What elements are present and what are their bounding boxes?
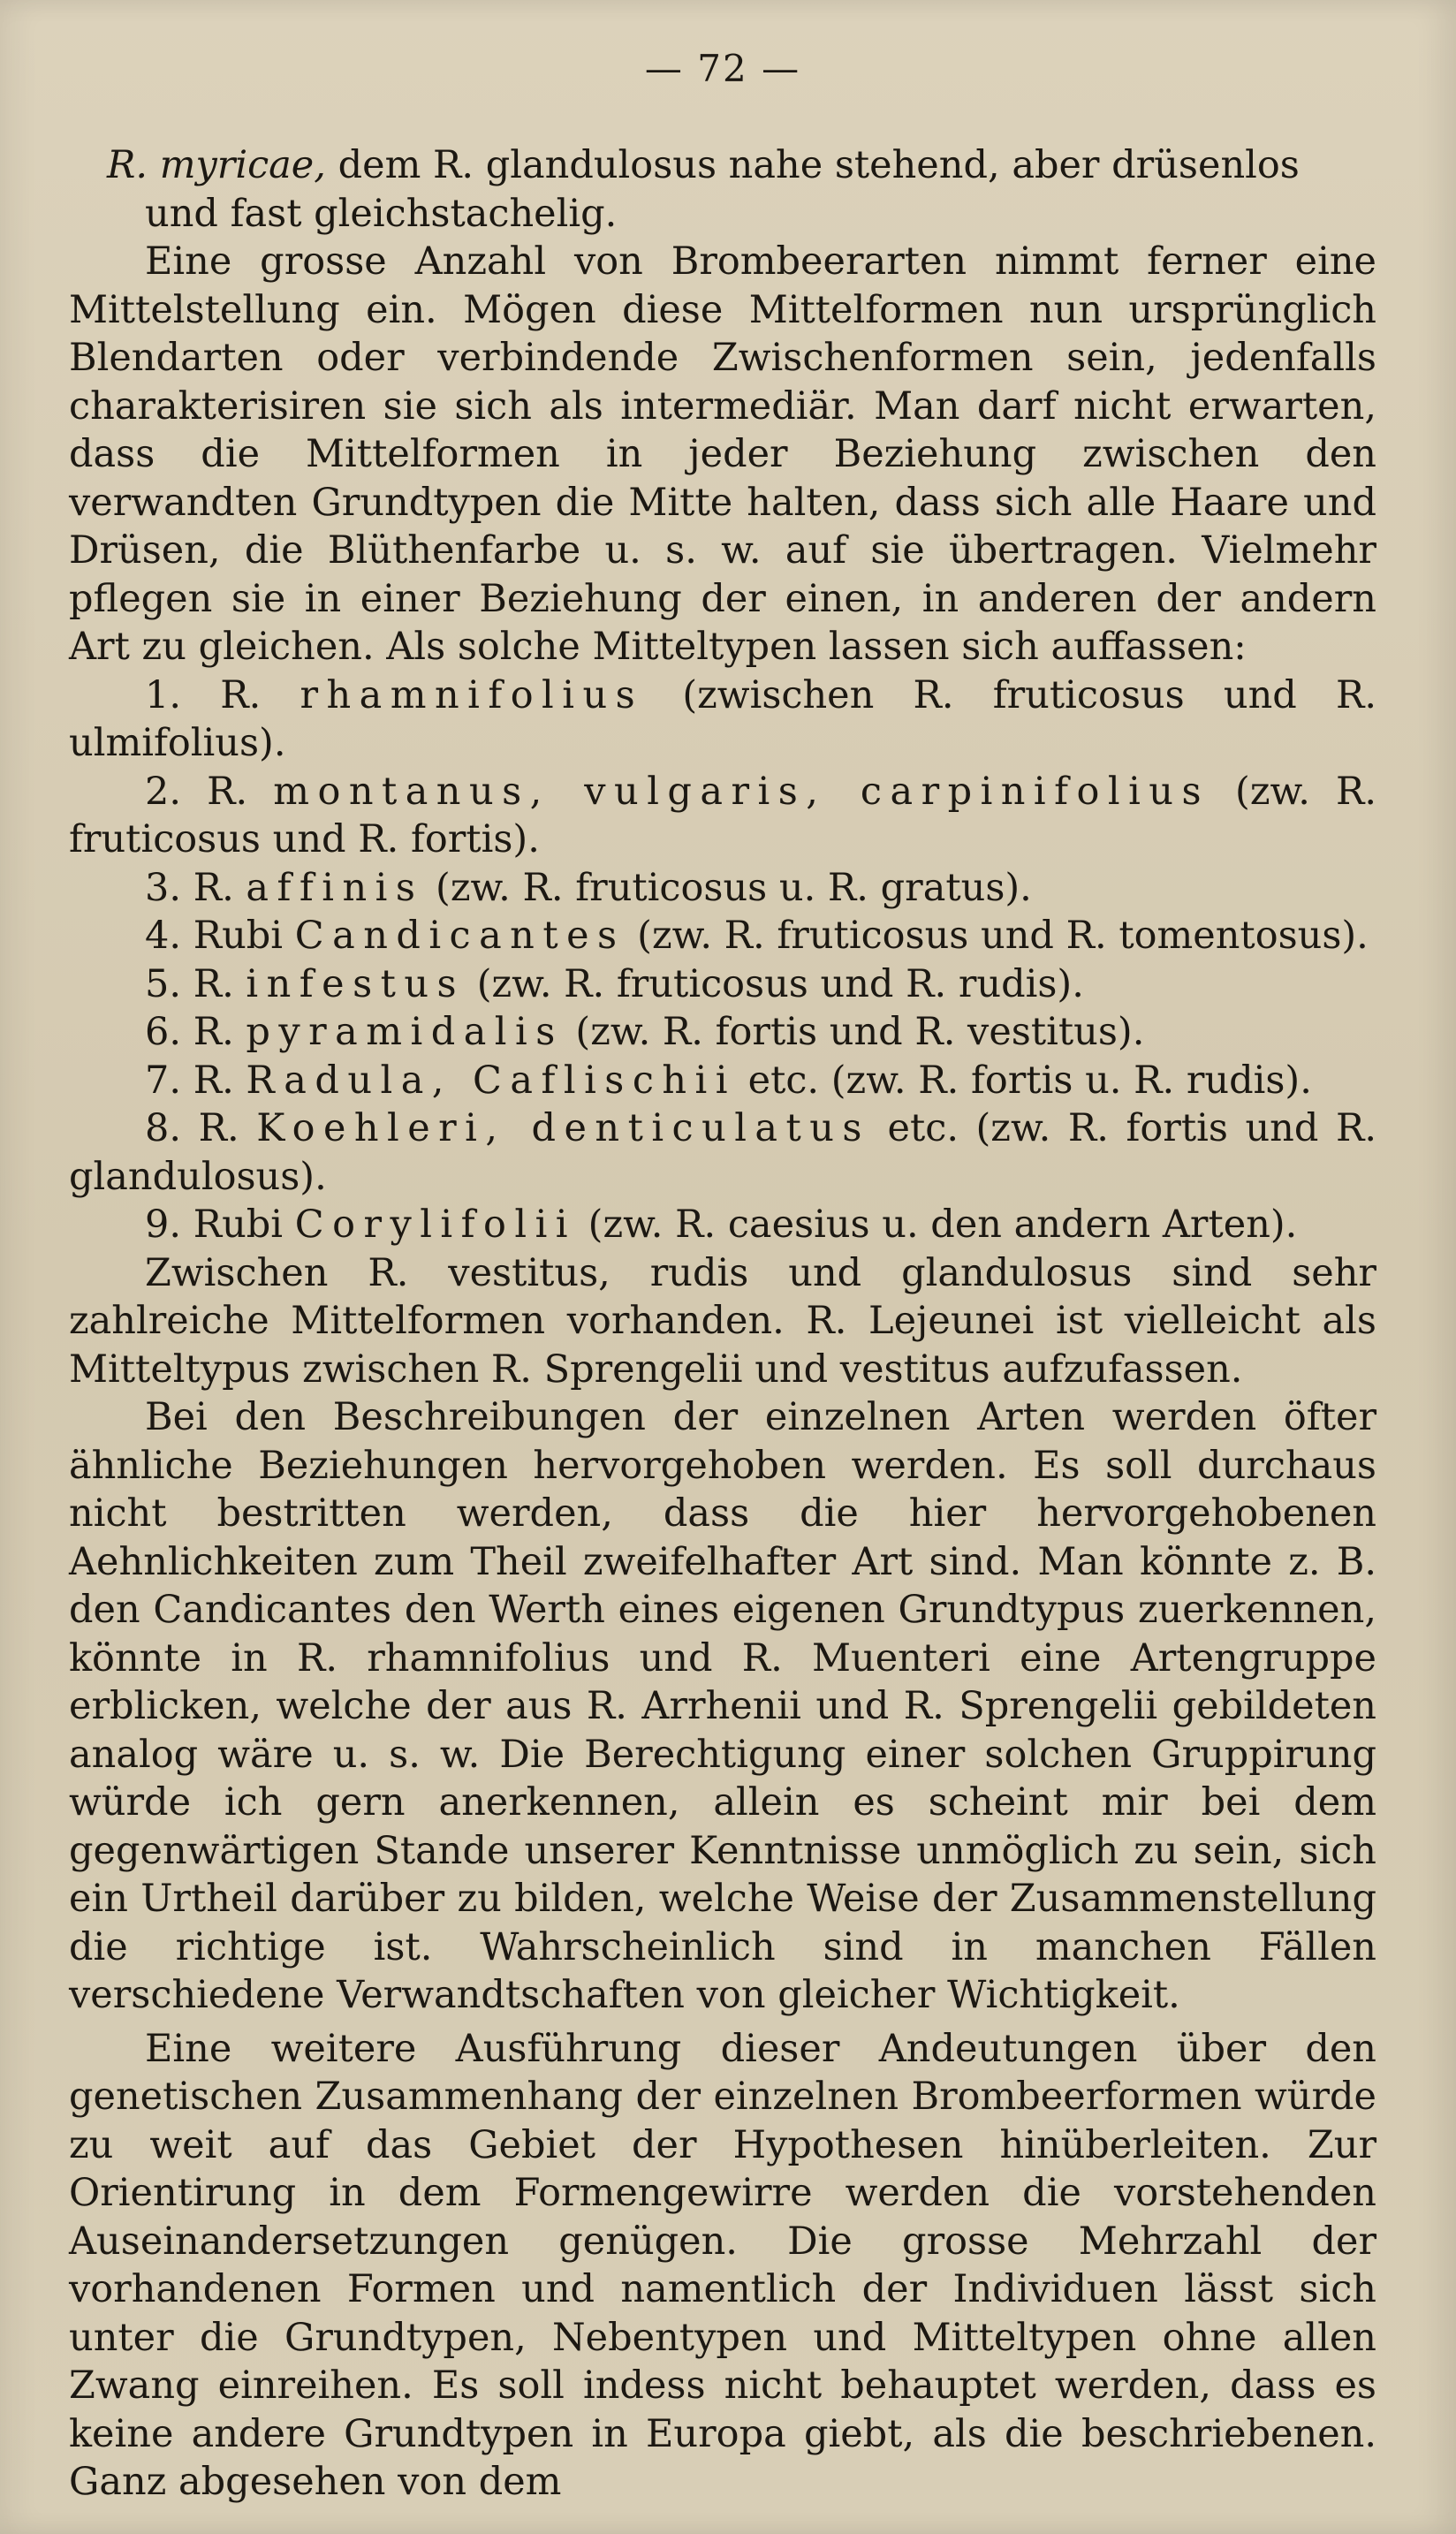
paragraph-4: Eine weitere Ausführung dieser Andeutungen über den genetischen Zusammenhang der einzelnen Brombeerformen würde zu weit auf das Gebiet der Hypothesen hinüberleiten. Zur Orientirung in dem Formengewirre werden die vorstehenden Auseinandersetzungen genügen. Die grosse Mehrzahl der vorhandenen Formen und namentlich der Individuen lässt sich unter die Grundtypen, Nebentypen und Mitteltypen ohne allen Zwang einreihen. Es soll indess nicht behauptet werden, dass es keine andere Grundtypen in Europa giebt, als die beschriebenen. Ganz abgesehen von dem (69, 2026, 1376, 2504)
list-item-prefix: Rubi (193, 914, 295, 958)
list-item (69, 864, 1376, 913)
list-item-number: 2. (145, 769, 182, 814)
list-item-text: (zw. R. fruticosus u. R. gratus). (423, 865, 1032, 910)
list-item (69, 960, 1376, 1009)
list-item-prefix: R. (193, 1058, 246, 1103)
list-item-name: montanus, vulgaris, carpinifolius (273, 769, 1210, 814)
paragraph-3: Bei den Beschreibungen der einzelnen Arten werden öfter ähnliche Beziehungen hervorgehoben werden. Es soll durchaus nicht bestritten werden, dass die hier hervorgehobenen Aehnlichkeiten zum Theil zweifelhafter Art sind. Man könnte z. B. den Candicantes den Werth eines eigenen Grundtypus zuerkennen, könnte in R. rhamnifolius und R. Muenteri eine Artengruppe erblicken, welche der aus R. Arrhenii und R. Sprengelii gebildeten analog wäre u. s. w. Die Berechtigung einer solchen Gruppirung würde ich gern anerkennen, allein es scheint mir bei dem gegenwärtigen Stande unserer Kenntnisse unmöglich zu sein, sich ein Urtheil darüber zu bilden, welche Weise der Zusammenstellung die richtige ist. Wahrscheinlich sind in manchen Fällen verschiedene Verwandtschaften von gleicher Wichtigkeit. (69, 1395, 1376, 2017)
body-text (69, 141, 1376, 2507)
list-item-number: 3. (145, 865, 182, 910)
list-item-text: (zw. R. caesius u. den andern Arten). (576, 1203, 1298, 1247)
list-item-name: infestus (246, 961, 466, 1006)
list-item-text: (zw. R. fruticosus und R. fortis). (69, 769, 1376, 861)
list-item-text: etc. (zw. R. fortis und R. glandulosus). (69, 1106, 1376, 1199)
list-item-number: 5. (145, 961, 182, 1006)
list-item (69, 671, 1376, 768)
list-item (69, 768, 1376, 864)
list-item (69, 912, 1376, 960)
list-item-prefix: R. (207, 769, 274, 814)
list-item-prefix: R. (193, 865, 246, 910)
list-item-name: pyramidalis (246, 1010, 564, 1054)
list-item-text: etc. (zw. R. fortis u. R. rudis). (735, 1058, 1312, 1103)
list-item-prefix: R. (193, 1010, 246, 1054)
list-item-number: 8. (145, 1106, 182, 1150)
list-item-name: Candicantes (294, 914, 626, 958)
intro-line2: und fast gleichstachelig. (145, 191, 618, 236)
list-item-name: affinis (246, 865, 424, 910)
list-item-prefix: R. (220, 672, 300, 717)
list-item-prefix: Rubi (193, 1203, 295, 1247)
intro-line1-rest: dem R. glandulosus nahe stehend, aber drüsenlos (325, 143, 1300, 187)
list-item-name: Koehleri, denticulatus (256, 1106, 870, 1150)
intro-species: R. myricae, (107, 143, 326, 187)
list-item (69, 1201, 1376, 1249)
list-item (69, 1104, 1376, 1201)
paragraph-2: Zwischen R. vestitus, rudis und glandulosus sind sehr zahlreiche Mittelformen vorhanden. R. Lejeunei ist vielleicht als Mitteltypus zwischen R. Sprengelii und vestitus aufzufassen. (69, 1250, 1376, 1392)
intro-line (69, 141, 1376, 190)
list-item-name: rhamnifolius (300, 672, 644, 717)
list-item-name: Radula, Caflischii (246, 1058, 736, 1103)
list-item-number: 9. (145, 1203, 182, 1247)
list-item-prefix: R. (198, 1106, 257, 1150)
list-item-number: 4. (145, 914, 182, 958)
list-item-text: (zw. R. fortis und R. vestitus). (563, 1010, 1145, 1054)
list-item-text: (zw. R. fruticosus und R. tomentosus). (625, 914, 1369, 958)
list-item-name: Corylifolii (294, 1203, 576, 1247)
list-item-text: (zw. R. fruticosus und R. rudis). (465, 961, 1084, 1006)
list-item-number: 1. (145, 672, 182, 717)
list-item-number: 6. (145, 1010, 182, 1054)
page-number: — 72 — (644, 47, 801, 90)
list-item-prefix: R. (193, 961, 246, 1006)
list-item-text: (zwischen R. fruticosus und R. ulmifolius). (69, 672, 1377, 765)
mitteltypen-list (69, 671, 1376, 1249)
list-item-number: 7. (145, 1058, 182, 1103)
paragraph-1: Eine grosse Anzahl von Brombeerarten nimmt ferner eine Mittelstellung ein. Mögen diese Mittelformen nun ursprünglich Blendarten oder verbindende Zwischenformen sein, jedenfalls charakterisiren sie sich als intermediär. Man darf nicht erwarten, dass die Mittelformen in jeder Beziehung zwischen den verwandten Grundtypen die Mitte halten, dass sich alle Haare und Drüsen, die Blüthenfarbe u. s. w. auf sie übertragen. Vielmehr pflegen sie in einer Beziehung der einen, in anderen der andern Art zu gleichen. Als solche Mitteltypen lassen sich auffassen: (69, 239, 1376, 669)
list-item (69, 1057, 1376, 1105)
list-item (69, 1008, 1376, 1057)
